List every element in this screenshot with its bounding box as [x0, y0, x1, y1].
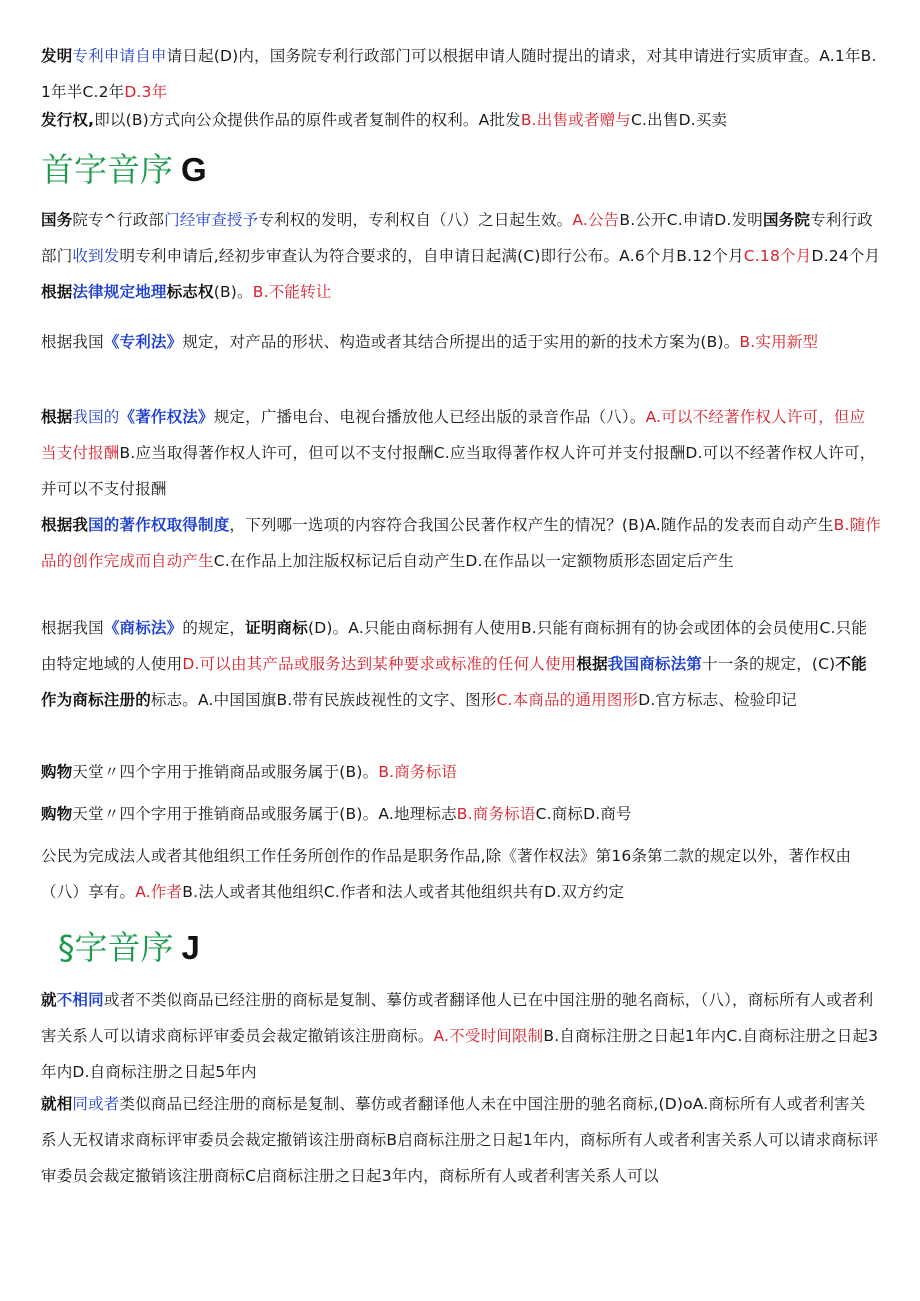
answer-text: C.18个月	[743, 247, 812, 265]
option-text: C.在作品上加注版权标记后自动产生D.在作品以一定额物质形态固定后产生	[213, 552, 734, 570]
answer-text: A.作者	[135, 883, 183, 901]
paragraph-patent-law	[41, 324, 881, 360]
option-text: C.商标D.商号	[535, 805, 632, 823]
keyword-bold: 就相	[41, 1095, 73, 1113]
question-text: 规定，广播电台、电视台播放他人已经出版的录音作品（八）。	[213, 408, 646, 426]
paragraph-shopping-slogan-1	[41, 754, 881, 790]
question-text: 专利权的发明，专利权自（八）之日起生效。	[258, 211, 573, 229]
question-text: ，下列哪一选项的内容符合我国公民著作权产生的情况？(B)A.随作品的发表而自动产生	[229, 516, 834, 534]
keyword-bold: 根据	[576, 655, 608, 673]
question-text: 规定，对产品的形状、构造或者其结合所提出的适于实用的新的技术方案为(B)。	[182, 333, 740, 351]
section-heading-g	[41, 148, 207, 192]
paragraph-copyright-broadcast	[41, 399, 881, 507]
keyword-blue: 门经审查授予	[164, 211, 259, 229]
keyword-blue: 专利申请自申	[72, 47, 167, 65]
paragraph-distribution-right	[41, 102, 881, 138]
paragraph-well-known-mark-1	[41, 982, 881, 1090]
answer-text: B.出售或者赠与	[520, 111, 632, 129]
answer-text: B.随作品的创作完成而自动产生	[41, 516, 881, 570]
keyword-bold: 国务	[41, 211, 73, 229]
keyword-blue: 收到发	[72, 247, 120, 265]
question-text: (B)。	[213, 283, 253, 301]
section-heading-j	[58, 926, 200, 970]
keyword-blue-bold: 国的著作权取得制度	[88, 516, 230, 534]
keyword-bold: 发行权,	[41, 111, 95, 129]
question-text: 即以(B)方式向公众提供作品的原件或者复制件的权利。A批发	[94, 111, 521, 129]
option-text: B.应当取得著作权人许可，但可以不支付报酬C.应当取得著作权人许可并支付报酬D.可以不经著作权人许可，并可以不支付报酬	[41, 444, 876, 498]
keyword-bold: 证明商标	[245, 619, 308, 637]
question-text: 院专^行政部	[72, 211, 165, 229]
heading-text: §字音序	[58, 928, 174, 967]
keyword-bold: 根据我	[41, 516, 89, 534]
question-text: (D)。A.只能由商标拥有人使用B.只能有商标拥有的协会或团体的会员使用C.只能由特定地域的人使用	[41, 619, 868, 673]
question-text: 专利行政部门	[41, 211, 873, 265]
question-text: 根据我国	[41, 333, 104, 351]
answer-text: A.可以不经著作权人许可，但应当支付报酬	[41, 408, 866, 462]
option-text: D.24个月	[811, 247, 881, 265]
answer-text: A.公告	[572, 211, 620, 229]
keyword-blue: 同或者	[72, 1095, 120, 1113]
question-text: 天堂〃四个字用于推销商品或服务属于(B)。	[72, 763, 379, 781]
keyword-blue-bold: 《专利法》	[103, 333, 183, 351]
option-text: B.公开C.申请D.发明	[619, 211, 763, 229]
paragraph-well-known-mark-2	[41, 1086, 881, 1194]
question-text: 十一条的规定，(C)	[702, 655, 836, 673]
answer-text: C.本商品的通用图形	[496, 691, 639, 709]
paragraph-trademark-law	[41, 610, 881, 718]
answer-text: B.商务标语	[456, 805, 536, 823]
question-text: 标志。A.中国国旗B.带有民族歧视性的文字、图形	[150, 691, 497, 709]
keyword-blue-bold: 不相同	[56, 991, 104, 1009]
keyword-bold: 购物	[41, 805, 73, 823]
option-text: B.法人或者其他组织C.作者和法人或者其他组织共有D.双方约定	[182, 883, 625, 901]
answer-text: A.不受时间限制	[433, 1027, 544, 1045]
keyword-bold: 根据	[41, 283, 73, 301]
paragraph-shopping-slogan-2	[41, 796, 881, 832]
keyword-blue: 我国的	[72, 408, 120, 426]
keyword-bold: 就	[41, 991, 57, 1009]
keyword-blue-bold: 我国商标法第	[607, 655, 702, 673]
question-text: 根据我国	[41, 619, 104, 637]
question-text: 公民为完成法人或者其他组织工作任务所创作的作品是职务作品,除《著作权法》第16条第二款的规定以外，著作权由（八）享有。	[41, 847, 852, 901]
heading-letter: J	[181, 929, 200, 966]
heading-text: 首字音序	[41, 150, 173, 189]
answer-text: D.3年	[124, 83, 168, 101]
keyword-bold: 根据	[41, 408, 73, 426]
keyword-blue-bold: 《著作权法》	[119, 408, 214, 426]
answer-text: B.实用新型	[739, 333, 819, 351]
keyword-blue-bold: 法律规定地理	[72, 283, 167, 301]
option-text: D.官方标志、检验印记	[638, 691, 797, 709]
paragraph-work-for-hire	[41, 838, 881, 910]
answer-text: D.可以由其产品或服务达到某种要求或标准的任何人使用	[182, 655, 577, 673]
paragraph-copyright-acquisition	[41, 507, 881, 579]
answer-text: B.不能转让	[252, 283, 332, 301]
heading-letter: G	[181, 151, 207, 188]
question-text: 类似商品已经注册的商标是复制、摹仿或者翻译他人未在中国注册的驰名商标,(D)oA.商标所有人或者利害关系人无权请求商标评审委员会裁定撤销该注册商标B启商标注册之日起1年内，商标所有人或者利害关系人可以请求商标评审委员会裁定撤销该注册商标C启商标注册之日起3年内，商标所有人或者利害关系人可以	[41, 1095, 879, 1185]
question-text: 或者不类似商品已经注册的商标是复制、摹仿或者翻译他人已在中国注册的驰名商标，（八），商标所有人或者利害关系人可以请求商标评审委员会裁定撤销该注册商标。	[41, 991, 874, 1045]
keyword-blue-bold: 《商标法》	[103, 619, 183, 637]
question-text: 明专利申请后,经初步审查认为符合要求的，自申请日起满(C)即行公布。A.6个月B.12个月	[119, 247, 744, 265]
option-text: B.自商标注册之日起1年内C.自商标注册之日起3年内D.自商标注册之日起5年内	[41, 1027, 879, 1081]
question-text: 天堂〃四个字用于推销商品或服务属于(B)。A.地理标志	[72, 805, 457, 823]
question-text: 的规定，	[182, 619, 246, 637]
keyword-bold: 购物	[41, 763, 73, 781]
answer-text: B.商务标语	[378, 763, 458, 781]
question-text: 请日起(D)内，国务院专利行政部门可以根据申请人随时提出的请求，对其申请进行实质审查。A.1年B.1年半C.2年	[41, 47, 877, 101]
keyword-bold: 国务院	[762, 211, 811, 229]
option-text: C.出售D.买卖	[631, 111, 728, 129]
keyword-bold: 标志权	[166, 283, 214, 301]
keyword-bold: 发明	[41, 47, 73, 65]
paragraph-patent-examination	[41, 38, 881, 110]
paragraph-state-council-patent	[41, 202, 881, 310]
keyword-bold: 不能作为商标注册的	[41, 655, 867, 709]
